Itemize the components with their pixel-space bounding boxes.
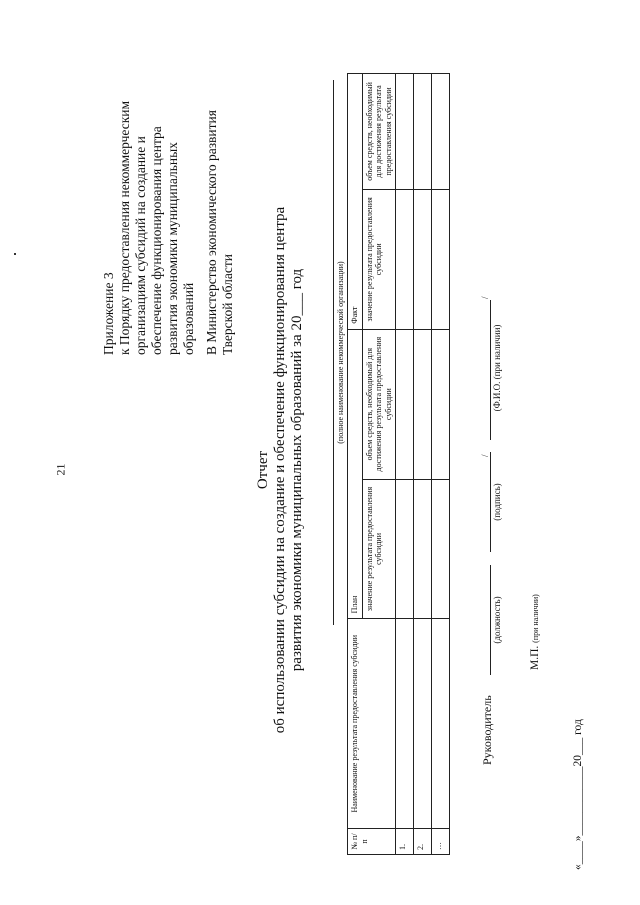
table-cell <box>414 619 432 829</box>
position-caption: (должность) <box>492 596 502 644</box>
appendix-line: организациям субсидий на создание и <box>133 136 148 355</box>
fio-caption: (Ф.И.О. (при наличии) <box>492 324 502 412</box>
signature-line <box>490 452 491 552</box>
table-cell <box>414 479 432 619</box>
table-cell <box>432 619 450 829</box>
row-number: … <box>432 829 450 855</box>
appendix-line: к Порядку предоставления некоммерческим <box>117 100 132 355</box>
fact-value-header: значение результата предоставления субсидии <box>362 189 396 329</box>
mp-label: М.П. <box>529 645 541 670</box>
date-line: «____»____________20___ год <box>572 719 584 870</box>
row-number: 1. <box>396 829 414 855</box>
table-cell <box>414 329 432 479</box>
org-name-line <box>333 80 334 625</box>
report-title <box>255 190 306 750</box>
plan-group-header: План <box>348 329 363 619</box>
appendix-line: Приложение 3 <box>101 272 116 355</box>
fact-funds-header: объем средств, необходимый для достижения результата предоставления субсидии <box>362 74 396 190</box>
title-line: Отчет <box>255 450 271 490</box>
addressee-block <box>204 55 236 355</box>
col-name-header: Наименование результата предоставления субсидии <box>348 619 396 829</box>
table-cell <box>414 74 432 190</box>
appendix-line: обеспечение функционирования центра <box>149 126 164 355</box>
table-cell <box>396 329 414 479</box>
table-cell <box>396 74 414 190</box>
table-cell <box>432 74 450 190</box>
addressee-line: В Министерство экономического развития <box>204 110 219 355</box>
table-cell <box>414 189 432 329</box>
title-line: развития экономики муниципальных образований за 20___ год <box>289 268 305 672</box>
mp-note: (при наличии) <box>531 594 540 643</box>
title-line: об использовании субсидии на создание и обеспечение функционирования центра <box>272 206 288 734</box>
table-row <box>396 74 414 855</box>
table-cell <box>432 329 450 479</box>
plan-funds-header: объем средств, необходимый для достижения результата предоставления субсидии <box>362 329 396 479</box>
table-cell <box>432 479 450 619</box>
table-cell <box>432 189 450 329</box>
report-table <box>347 73 450 855</box>
org-name-caption: (полное наименование некоммерческой организации) <box>336 261 345 444</box>
col-number-header: № п/п <box>348 829 396 855</box>
fio-line <box>490 300 491 440</box>
stamp-place <box>529 594 541 670</box>
table-cell <box>396 189 414 329</box>
table-cell <box>396 619 414 829</box>
fact-group-header: Факт <box>348 74 363 330</box>
scan-speck <box>14 253 16 255</box>
table-cell <box>396 479 414 619</box>
plan-value-header: значение результата предоставления субсидии <box>362 479 396 619</box>
addressee-line: Тверской области <box>220 254 235 355</box>
page-number: 21 <box>53 463 68 476</box>
row-number: 2. <box>414 829 432 855</box>
slash: / <box>480 296 490 299</box>
table-row <box>414 74 432 855</box>
appendix-block <box>101 55 197 355</box>
position-line <box>490 565 491 675</box>
table-row <box>432 74 450 855</box>
slash: / <box>480 454 490 457</box>
signature-caption: (подпись) <box>492 483 502 521</box>
head-label: Руководитель <box>480 695 494 765</box>
appendix-line: развития экономики муниципальных <box>165 142 180 355</box>
rotated-form <box>92 30 637 870</box>
appendix-line: образований <box>181 282 196 355</box>
